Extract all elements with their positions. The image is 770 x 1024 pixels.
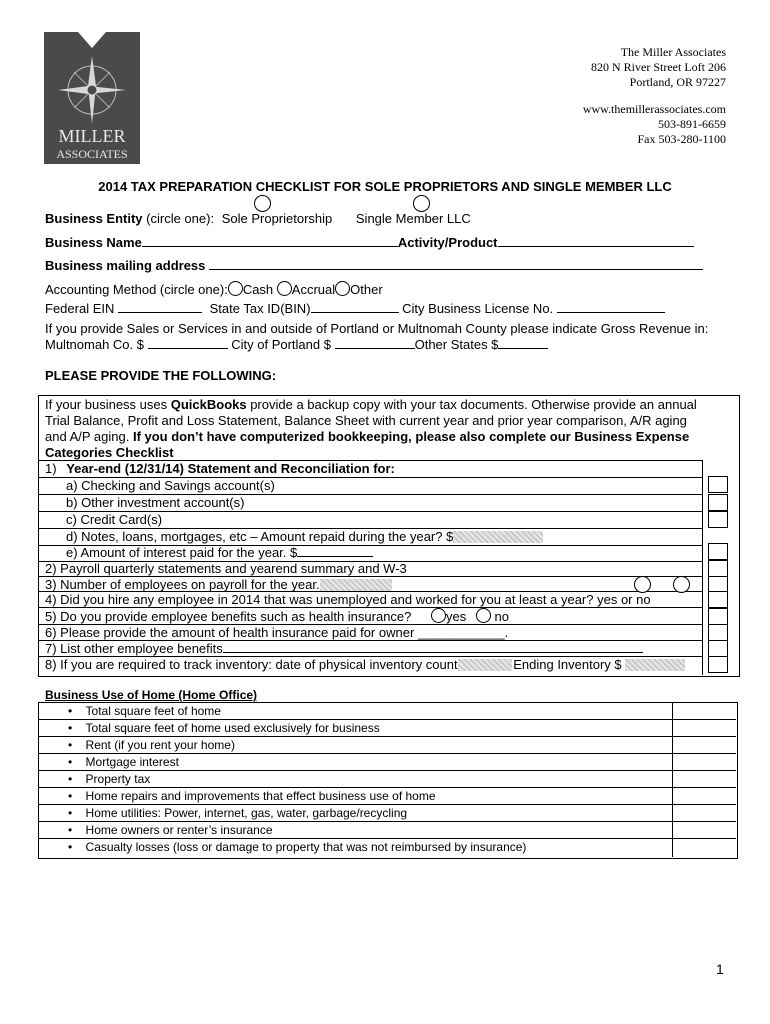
item-1d	[66, 529, 543, 544]
employee-count-field[interactable]	[320, 579, 392, 591]
intro-line-2: Trial Balance, Profit and Loss Statement, Balance Sheet with current year and prior year comparison, A/R aging	[45, 413, 687, 428]
radio-benefits-no[interactable]	[476, 608, 491, 623]
list-item-text: Total square feet of home	[85, 704, 221, 718]
item-5	[45, 608, 509, 624]
business-name-field[interactable]	[142, 235, 398, 247]
checkbox-6[interactable]	[708, 624, 728, 641]
divider	[38, 821, 736, 822]
list-item: • Property tax	[68, 772, 151, 786]
radio-other[interactable]	[335, 281, 350, 296]
other-states-field[interactable]	[498, 337, 548, 349]
intro-bold-text: If you don’t have computerized bookkeeping, please also complete our Business Expense	[132, 429, 690, 444]
entity-hint: (circle one):	[146, 211, 215, 226]
radio-benefits-yes[interactable]	[431, 608, 446, 623]
city-license-label: City Business License No.	[402, 301, 554, 316]
company-logo	[44, 32, 140, 164]
item-7	[45, 641, 643, 656]
entity-opt-llc: Single Member LLC	[355, 211, 471, 226]
benefits-no-label: no	[494, 609, 509, 624]
radio-single-member-llc[interactable]	[413, 195, 430, 212]
address-street: 820 N River Street Loft 206	[591, 60, 726, 74]
city-license-field[interactable]	[557, 301, 665, 313]
item-6: 6) Please provide the amount of health insurance paid for owner ____________.	[45, 625, 509, 640]
intro-line-1	[45, 397, 697, 412]
intro-text: If your business uses	[45, 397, 171, 412]
entity-opt-sole: Sole Proprietorship	[221, 211, 333, 226]
company-name: The Miller Associates	[620, 45, 726, 59]
mailing-field[interactable]	[209, 258, 703, 270]
logo-text-miller: MILLER	[58, 126, 126, 146]
list-item: • Home utilities: Power, internet, gas, water, garbage/recycling	[68, 806, 408, 820]
repaid-amount-field[interactable]	[453, 531, 543, 543]
list-item-text: Rent (if you rent your home)	[85, 738, 235, 752]
item-1	[45, 461, 395, 476]
divider	[38, 804, 736, 805]
checkbox-1e[interactable]	[708, 543, 728, 560]
radio-sole-proprietorship[interactable]	[254, 195, 271, 212]
accounting-row	[45, 281, 383, 297]
mailing-label: Business mailing address	[45, 258, 206, 273]
intro-text: provide a backup copy with your tax documents. Otherwise provide an annual	[246, 397, 697, 412]
ending-inventory-label: Ending Inventory $	[513, 657, 622, 672]
list-item-text: Total square feet of home used exclusively for business	[85, 721, 380, 735]
item-2: 2) Payroll quarterly statements and yearend summary and W-3	[45, 561, 407, 576]
checkbox-1b[interactable]	[708, 494, 728, 511]
item-3	[45, 577, 392, 592]
benefits-list-field[interactable]	[223, 641, 643, 653]
list-item: • Total square feet of home used exclusively for business	[68, 721, 380, 735]
logo-text-associates: ASSOCIATES	[56, 147, 128, 161]
accounting-other: Other	[350, 282, 383, 297]
portland-label: City of Portland $	[231, 337, 331, 352]
intro-text: and A/P aging.	[45, 429, 133, 444]
divider	[38, 787, 736, 788]
multnomah-label: Multnomah Co. $	[45, 337, 144, 352]
ein-field[interactable]	[118, 301, 202, 313]
provide-heading: PLEASE PROVIDE THE FOLLOWING:	[45, 368, 277, 383]
mailing-row	[45, 258, 703, 273]
item-1b: b) Other investment account(s)	[66, 495, 245, 510]
company-phone: 503-891-6659	[658, 117, 726, 131]
list-item-text: Property tax	[85, 772, 151, 786]
checklist-column-divider	[702, 460, 703, 675]
list-item: • Casualty losses (loss or damage to property that was not reimbursed by insurance)	[68, 840, 527, 854]
divider	[38, 770, 736, 771]
state-tax-label: State Tax ID(BIN)	[209, 301, 311, 316]
divider	[38, 719, 736, 720]
divider	[38, 753, 736, 754]
radio-accrual[interactable]	[277, 281, 292, 296]
portland-field[interactable]	[335, 337, 415, 349]
home-office-column-divider	[672, 702, 673, 857]
radio-cash[interactable]	[228, 281, 243, 296]
business-name-row	[45, 235, 694, 250]
benefits-yes-label: yes	[446, 609, 467, 624]
gross-revenue-row	[45, 337, 548, 352]
inventory-date-field[interactable]	[458, 659, 512, 671]
activity-label: Activity/Product	[397, 235, 498, 250]
page-title: 2014 TAX PREPARATION CHECKLIST FOR SOLE PROPRIETORS AND SINGLE MEMBER LLC	[98, 179, 672, 194]
company-address	[583, 45, 726, 147]
multnomah-field[interactable]	[148, 337, 228, 349]
quickbooks-text: QuickBooks	[170, 397, 247, 412]
list-item-text: Home utilities: Power, internet, gas, water, garbage/recycling	[85, 806, 408, 820]
divider	[38, 838, 736, 839]
item-7-text: 7) List other employee benefits	[45, 641, 223, 656]
list-item: • Home owners or renter’s insurance	[68, 823, 273, 837]
item-5-text: 5) Do you provide employee benefits such as health insurance?	[45, 609, 412, 624]
item-8	[45, 657, 685, 672]
accounting-cash: Cash	[242, 282, 274, 297]
accounting-label: Accounting Method (circle one):	[45, 282, 228, 297]
activity-field[interactable]	[498, 235, 694, 247]
item-1c: c) Credit Card(s)	[66, 512, 163, 527]
item-1a: a) Checking and Savings account(s)	[66, 478, 275, 493]
ids-row	[45, 301, 665, 316]
item-4: 4) Did you hire any employee in 2014 that was unemployed and worked for you at least a year? yes or no	[45, 592, 651, 607]
list-item: • Home repairs and improvements that effect business use of home	[68, 789, 436, 803]
company-website[interactable]: www.themillerassociates.com	[582, 102, 726, 116]
other-states-label: Other States $	[414, 337, 499, 352]
item-8-text: 8) If you are required to track inventory: date of physical inventory count	[45, 657, 458, 672]
item-1e-text: e) Amount of interest paid for the year. $	[66, 545, 298, 560]
item-1d-text: d) Notes, loans, mortgages, etc – Amount repaid during the year? $	[66, 529, 454, 544]
checkbox-5[interactable]	[708, 608, 728, 625]
list-item-text: Home repairs and improvements that effect business use of home	[85, 789, 436, 803]
checkbox-2[interactable]	[708, 560, 728, 577]
list-item: • Total square feet of home	[68, 704, 221, 718]
item-3-text: 3) Number of employees on payroll for the year.	[45, 577, 320, 592]
list-item: • Mortgage interest	[68, 755, 179, 769]
checkbox-1a[interactable]	[708, 476, 728, 493]
list-item-text: Casualty losses (loss or damage to property that was not reimbursed by insurance)	[85, 840, 527, 854]
business-entity-row	[45, 211, 471, 226]
page-number: 1	[716, 961, 724, 977]
checkbox-1c[interactable]	[708, 511, 728, 528]
checkbox-7[interactable]	[708, 640, 728, 657]
checkbox-8[interactable]	[708, 656, 728, 673]
ein-label: Federal EIN	[45, 301, 115, 316]
list-item-text: Mortgage interest	[85, 755, 179, 769]
interest-amount-field[interactable]	[297, 545, 373, 557]
divider	[38, 736, 736, 737]
business-name-label: Business Name	[45, 235, 142, 250]
state-tax-field[interactable]	[311, 301, 399, 313]
item-1e	[66, 545, 373, 560]
accounting-accrual: Accrual	[291, 282, 336, 297]
entity-label: Business Entity	[45, 211, 143, 226]
radio-item4-yes[interactable]	[634, 576, 651, 593]
address-city: Portland, OR 97227	[629, 75, 726, 89]
list-item-text: Home owners or renter’s insurance	[85, 823, 273, 837]
radio-item4-no[interactable]	[673, 576, 690, 593]
home-office-heading: Business Use of Home (Home Office)	[45, 688, 258, 702]
gross-revenue-text: If you provide Sales or Services in and outside of Portland or Multnomah County please indicate Gross Revenue in:	[45, 321, 709, 336]
ending-inventory-field[interactable]	[625, 659, 685, 671]
intro-line-4: Categories Checklist	[45, 445, 174, 460]
item-1-text: Year-end (12/31/14) Statement and Reconciliation for:	[66, 461, 395, 476]
intro-line-3	[45, 429, 689, 444]
list-item: • Rent (if you rent your home)	[68, 738, 235, 752]
checkbox-4[interactable]	[708, 591, 728, 608]
item-number: 1)	[45, 461, 57, 476]
company-fax: Fax 503-280-1100	[637, 132, 726, 146]
